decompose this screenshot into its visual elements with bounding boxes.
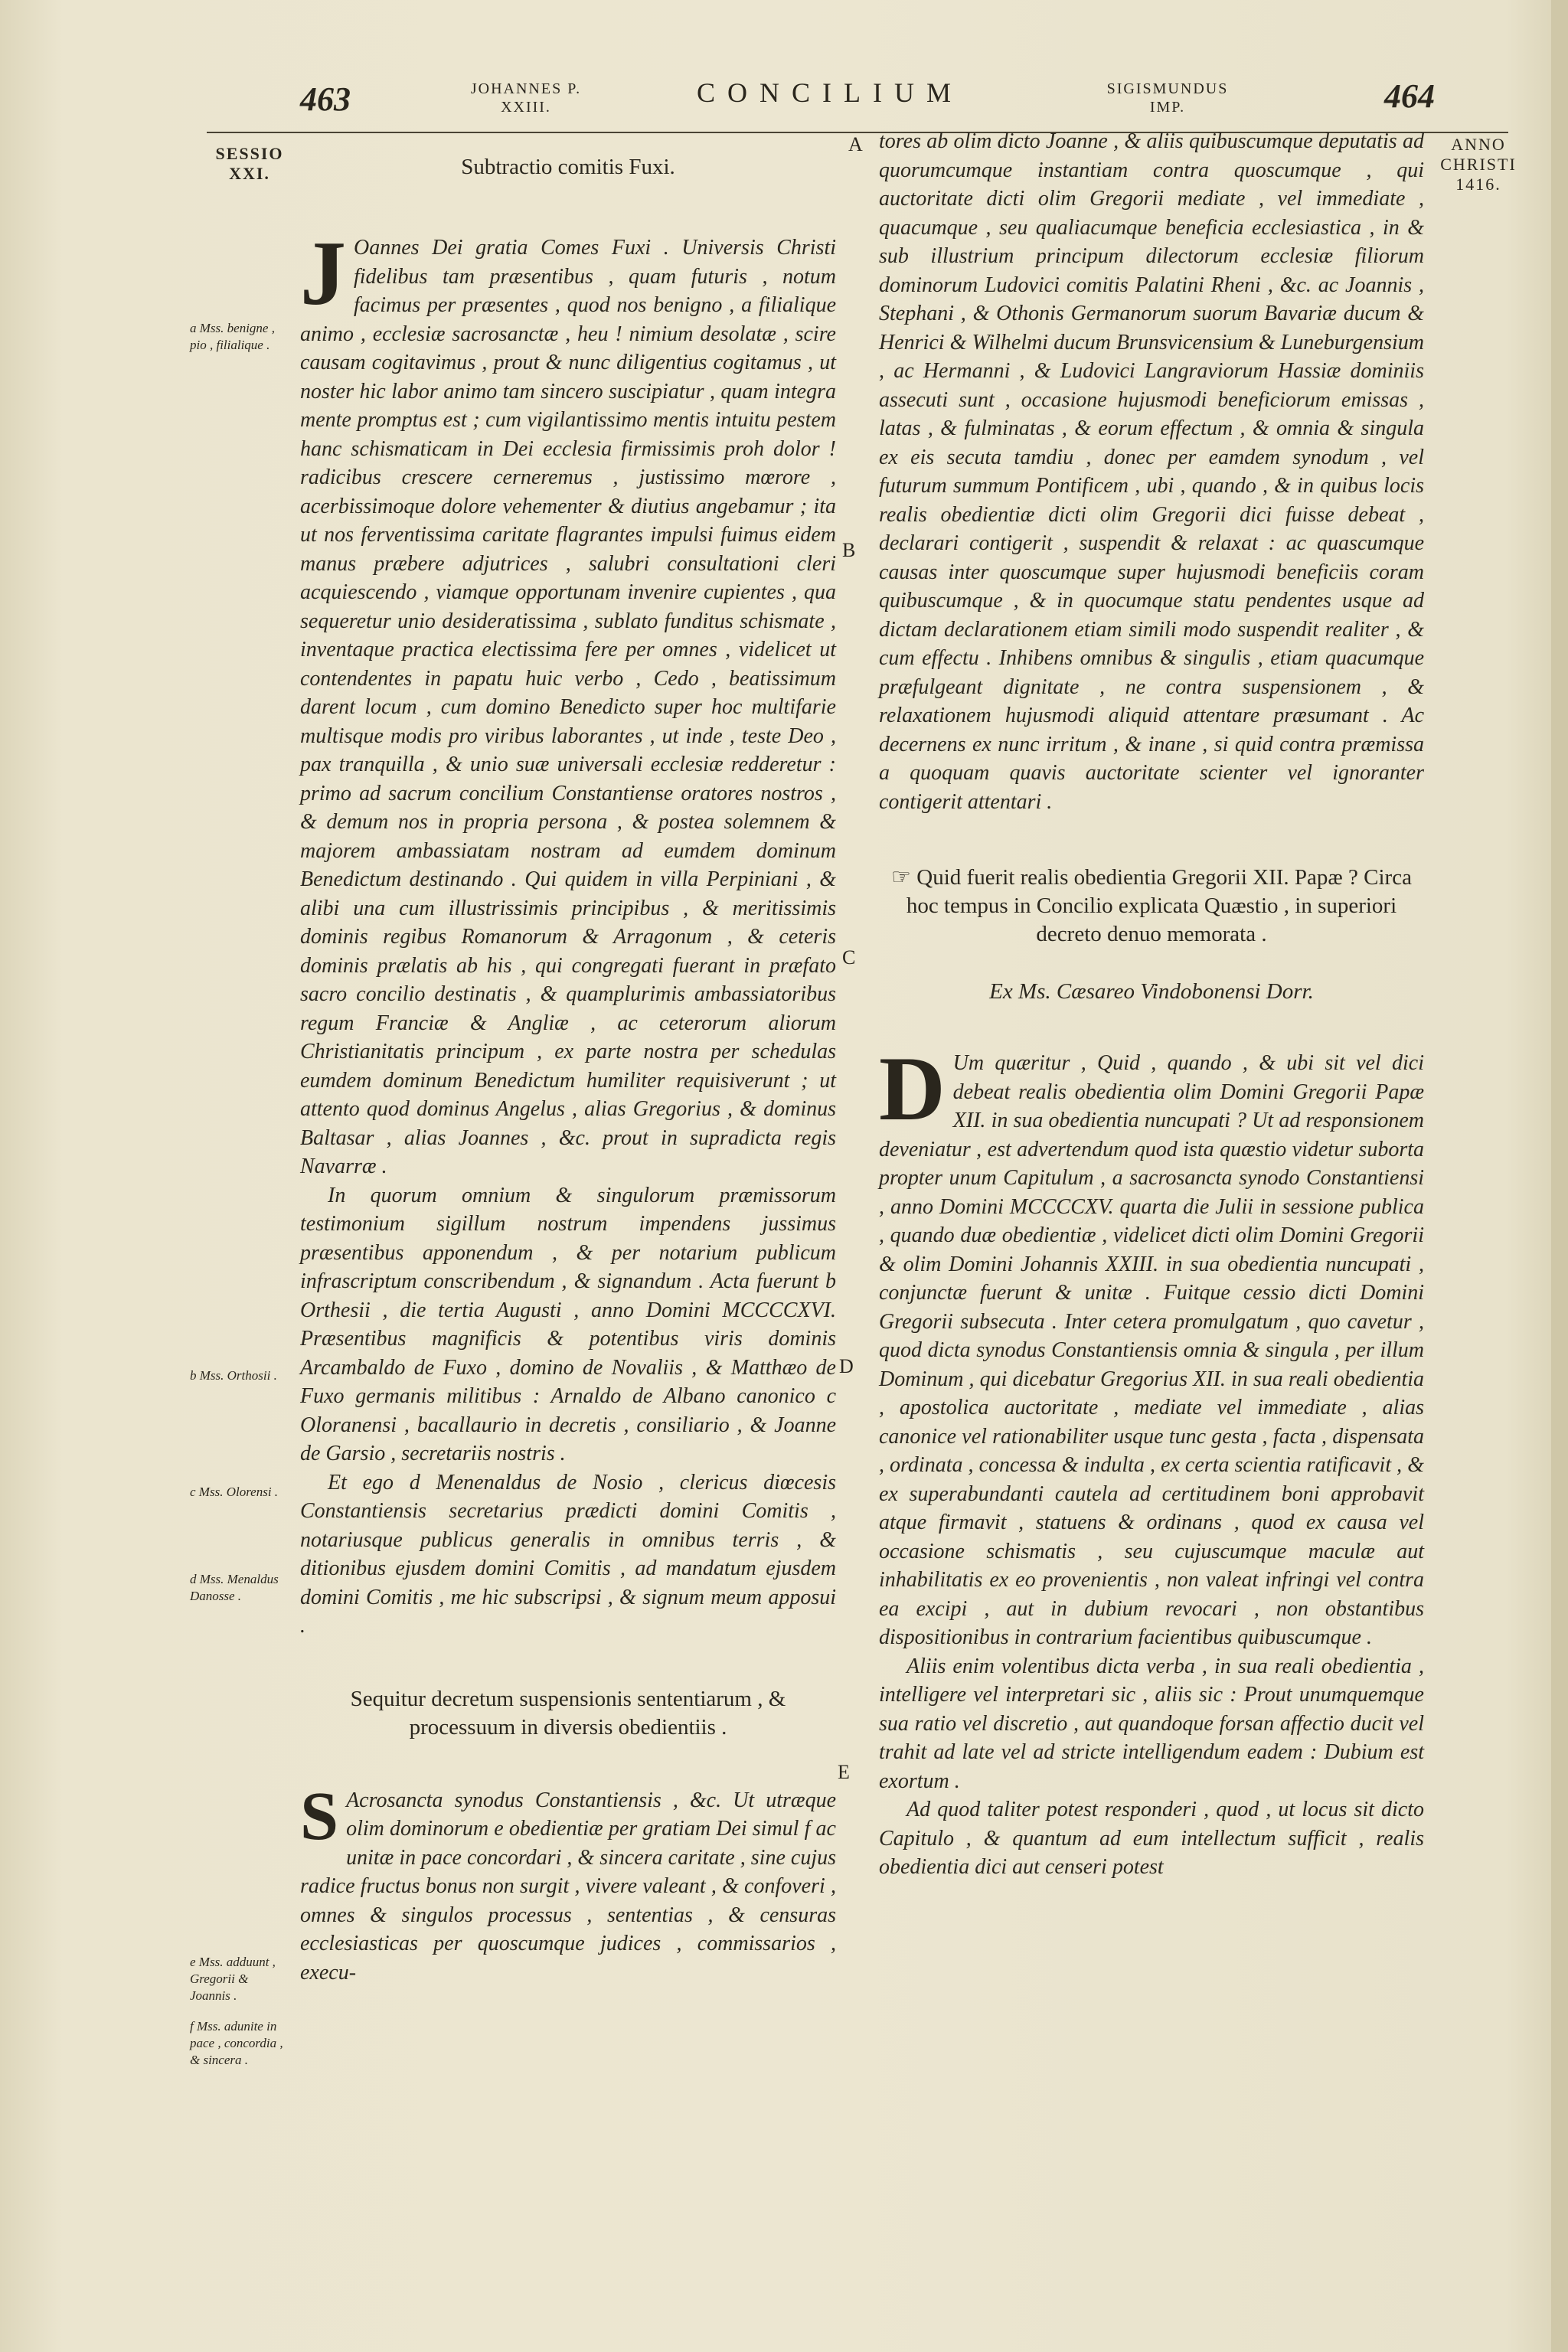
section-heading-quid-fuerit: ☞ Quid fuerit realis obedientia Gregorii XII. Papæ ? Circa hoc tempus in Concilio explicata Quæstio , in superiori decreto denuo memorata . bbox=[891, 865, 1412, 946]
section-letter-c: C bbox=[842, 946, 856, 969]
running-title: CONCILIUM bbox=[697, 77, 963, 108]
margin-note-b: b Mss. Orthosii . bbox=[190, 1368, 277, 1383]
question-text: Um quæritur , Quid , quando , & ubi sit vel dici debeat realis obedientia olim Domini Gregorii Papæ XII. in sua obedientia nuncupati ? Ut ad responsionem deveniatur , est advertendum quod ista quæstio videtur suborta propter unum Capitulum , a sacrosancta synodo Constantiensi , anno Domini MCCCCXV. quarta die Julii in sessione publica , quando duæ obedientiæ , videlicet dicti olim Domini Gregorii & olim Domini Johannis XXIII. in sua obedientia nuncupati , conjunctæ fuerunt & unitæ . Fuitque cessio dicti Domini Gregorii subsecuta . Inter cetera promulgatum , quo cavetur , quod dicta synodus Constantiensis omnia & singula , per illum Dominum , qui dicebatur Gregorius XII. in sua reali obedientia , apostolica auctoritate , mediate vel immediate , alias canonice vel rationabiliter usque tunc gesta , facta , dispensata , ordinata , concessa & indulta , ex certa scientia ratificavit , & ex superabundanti cautela ad certitudinem boni approbavit atque firmavit , statuens & ordinans , quod ex causa vel occasione schismatis , seu cujuscumque maculæ aut inhabilitatis ex eo provenientis , non valeat infringi vel contra ea excipi , aut in dubium revocari , non obstantibus dispositionibus in contrarium facientibus quibuscumque . bbox=[879, 1051, 1424, 1649]
anno-christi-label: ANNO CHRISTI 1416. bbox=[1440, 135, 1517, 194]
right-column bbox=[879, 127, 1424, 1882]
section-letter-b: B bbox=[842, 539, 856, 561]
drop-cap-j: J bbox=[300, 222, 346, 324]
running-head-left: JOHANNES P. XXIII. bbox=[470, 80, 582, 116]
running-head-right: SIGISMUNDUS IMP. bbox=[1106, 80, 1229, 116]
section-heading-decretum: Sequitur decretum suspensionis sententiarum , & processuum in diversis obedientiis . bbox=[350, 1686, 786, 1740]
page-edge bbox=[1551, 0, 1568, 2352]
letter-text: Oannes Dei gratia Comes Fuxi . Universis Christi fidelibus tam præsentibus , quam futuris , notum facimus per præsentes , quod nos benigno , a filialique animo , ecclesiæ sacrosanctæ , heu ! nimium desolatæ , scire causam cogitavimus , prout & nunc diligentius cogitamus , ut noster hic labor animo tam sincero suscipiatur , quam integra mente promptus est ; cum vigilantissimo mentis intuitu pestem hanc schismaticam in Dei ecclesia firmissimis proh dolor ! radicibus crescere cerneremus , justissimo mœrore , acerbissimoque dolore vehementer & diutius angebamur ; ita ut nos ferventissima caritate flagrantes impulsi fuimus eidem manus præbere adjutrices , salubri consultationi cleri acquiescendo , viamque opportunam invenire cupientes , qua sequeretur unio desideratissima , sublato funditus schismate , inventaque practica electissima fere per omnes , videlicet ut contendentes in papatu huic verbo , Cedo , beatissimum darent locum , cum domino Benedicto super hoc multifarie multisque modis pro viribus laborantes , ut inde , teste Deo , pax tranquilla , & unio suæ universali ecclesiæ redderetur : primo ad sacrum concilium Constantiense oratores nostros , & demum nos in propria persona , & postea solemnem & majorem ambassiatam nostram ad eumdem dominum Benedictum destinando . Qui quidem in villa Perpiniani , & alibi una cum illustrissimis principibus , & meritissimis dominis regibus Romanorum & Arragonum , & ceteris dominis prælatis ab his , qui congregati fuerant in præfato sacro concilio destinatis , & quamplurimis ambassiatoribus regum Franciæ & Angliæ , ac ceterorum aliorum Christianitatis principum , ex parte nostra per schedulas eumdem dominum Benedictum humiliter requisiverunt ; ut attento quod dominus Angelus , alias Gregorius , & dominus Baltasar , alias Joannes , &c. prout in supradicta regis Navarræ . bbox=[300, 236, 836, 1178]
decree-continuation: tores ab olim dicto Joanne , & aliis quibuscumque deputatis ad quorumcumque instantiam contra quoscumque , qui auctoritate dicti olim Gregorii mediate , vel immediate , quacumque , seu qualiacumque beneficia ecclesiastica , in & sub illustrium principum dilectorum ecclesiæ filiorum dominorum Ludovici comitis Palatini Rheni , &c. ac Joannis , Stephani , & Othonis Germanorum suorum Bavariæ ducum & Henrici & Wilhelmi ducum Brunsvicensium & Luneburgensium , ac Hermanni , & Ludovici Langraviorum Hassiæ dominiis assecuti sunt , occasione hujusmodi beneficiorum emissas , latas , & fulminatas , & eorum effectum , & omnia & singula ex eis secuta tamdiu , donec per eamdem synodum , vel futurum summum Pontificem , ubi , quando , & in quibus locis realis obedientiæ dicti olim Gregorii dici fuisse debeat , declarari contigerit , suspendit & relaxat : ac quascumque causas inter quoscumque super hujusmodi beneficiis coram quibuscumque , & in quocumque statu pendentes usque ad dictam declarationem etiam simili modo suspendit realiter , & cum effectu . Inhibens omnibus & singulis , etiam quacumque præfulgeant dignitate , ne contra suspensionem , & relaxationem hujusmodi aliquid attentare præsumant . Ac decernens ex nunc irritum , & inane , si quid contra præmissa a quoquam quavis auctoritate scienter vel ignoranter contigerit attentari . bbox=[879, 129, 1424, 814]
left-column bbox=[300, 153, 836, 1987]
letter-paragraph bbox=[300, 222, 836, 1181]
section-letter-a: A bbox=[848, 133, 863, 155]
notary-paragraph: Et ego d Menenaldus de Nosio , clericus diœcesis Constantiensis secretarius prædicti domini Comitis , notariusque publicus generalis in omnibus terris , & ditionibus ejusdem domini Comitis , ad mandatum ejusdem domini Comitis , me hic subscripsi , & signum meum apposui . bbox=[300, 1470, 836, 1638]
section-letter-e: E bbox=[838, 1761, 850, 1783]
page-number-left: 463 bbox=[300, 80, 351, 118]
drop-cap-s: S bbox=[300, 1778, 339, 1854]
margin-note-e: e Mss. adduunt , Gregorii & Joannis . bbox=[190, 1955, 276, 2003]
margin-note-f: f Mss. adunite in pace , concordia , & sincera . bbox=[190, 2019, 283, 2067]
manuscript-source: Ex Ms. Cæsareo Vindobonensi Dorr. bbox=[989, 979, 1314, 1004]
section-letter-d: D bbox=[839, 1355, 854, 1377]
question-paragraph bbox=[879, 1037, 1424, 1652]
decree-paragraph bbox=[300, 1778, 836, 1988]
page-number-right: 464 bbox=[1384, 77, 1435, 115]
testimony-paragraph: In quorum omnium & singulorum præmissorum testimonium sigillum nostrum impendens jussimus præsentibus apponendum , & per notarium publicum infrascriptum conscribendum , & signandum . Acta fuerunt b Orthesii , die tertia Augusti , anno Domini MCCCCXVI. Præsentibus magnificis & potentibus viris dominis Arcambaldo de Fuxo , domino de Novaliis , & Matthæo de Fuxo germanis militibus : Arnaldo de Albano canonico c Oloranensi , bacallaurio in decretis , consiliario , & Joanne de Garsio , secretariis nostris . bbox=[300, 1183, 836, 1465]
margin-note-a: a Mss. benigne , pio , filialique . bbox=[190, 321, 275, 352]
aliis-paragraph: Aliis enim volentibus dicta verba , in sua reali obedientia , intelligere vel interpretari sic , aliis sic : Prout unumquemque sua ratio vel discretio , aut quandoque forsan affectio ducit vel trahit ad late vel ad stricte intelligendum eadem : Dubium est exortum . bbox=[879, 1654, 1424, 1793]
session-label: SESSIO XXI. bbox=[215, 144, 284, 183]
decree-text: Acrosancta synodus Constantiensis , &c. Ut utræque olim dominorum e obedientiæ per gratiam Dei simul f ac unitæ in pace concordari , & sincera caritate , sine cujus radice fructus bonus non surgit , vivere valeant , & confoveri , omnes & singulos processus , sententias , & censuras ecclesiasticas per quoscumque judices , commissarios , execu- bbox=[300, 1788, 836, 1984]
response-paragraph: Ad quod taliter potest responderi , quod , ut locus sit dicto Capitulo , & quantum ad eum intellectum sufficit , realis obedientia dici aut censeri potest bbox=[879, 1798, 1424, 1879]
margin-note-d: d Mss. Menaldus Danosse . bbox=[190, 1572, 279, 1603]
section-heading-subtractio: Subtractio comitis Fuxi. bbox=[461, 155, 675, 179]
margin-note-c: c Mss. Olorensi . bbox=[190, 1485, 279, 1499]
drop-cap-d: D bbox=[879, 1037, 946, 1139]
